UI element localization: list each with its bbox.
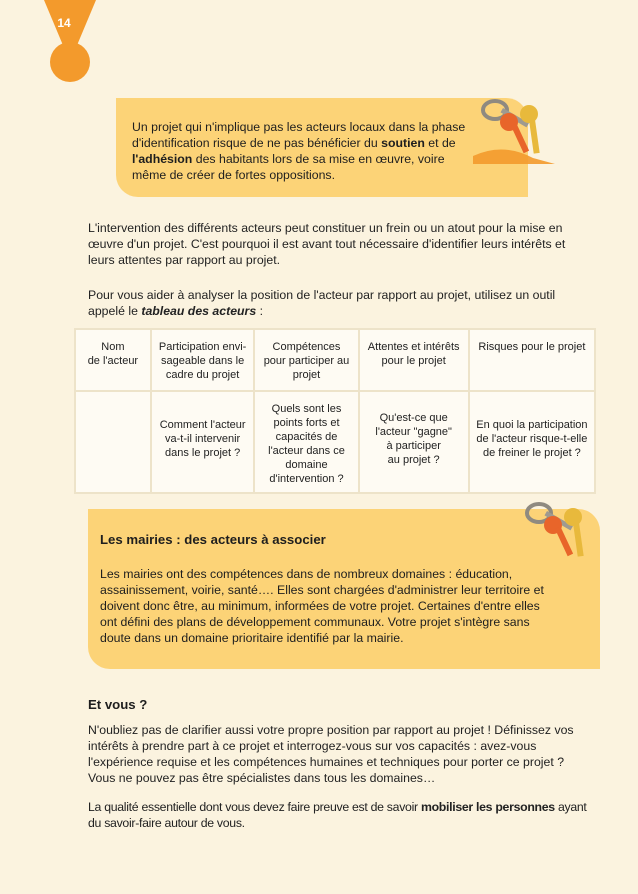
- table-header-cell: Compétences pour participer au projet: [254, 329, 358, 391]
- tool-paragraph: Pour vous aider à analyser la position de l'acteur par rapport au projet, utilisez un outil appelé le tableau des acteurs :: [88, 288, 556, 318]
- table-header-cell: Attentes et intérêts pour le projet: [359, 329, 469, 391]
- table-cell: Quels sont les points forts et capacités de l'acteur dans ce domaine d'intervention ?: [254, 391, 358, 493]
- page-number-marker: [44, 0, 96, 86]
- section-title: Et vous ?: [88, 697, 148, 712]
- table-cell: Comment l'acteur va-t-il intervenir dans le projet ?: [151, 391, 255, 493]
- callout-mairies-body: Les mairies ont des compétences dans de nombreux domaines : éducation, assainissement, voirie, santé…. Elles sont chargées d'administrer leur territoire et doivent donc être, au minimum, informées de votre projet. Certaines d'entre elles ont défini des plans de développement communaux. Votre projet s'intègre sans doute dans un domaine prioritaire identifié par la mairie.: [100, 567, 544, 645]
- callout-actors-warning-text: Un projet qui n'implique pas les acteurs locaux dans la phase d'identification risque de ne pas bénéficier du soutien et de l'adhésion des habitants lors de sa mise en œuvre, voire même de créer de fortes oppositions.: [132, 120, 466, 182]
- callout-actors-warning: [116, 98, 528, 197]
- keys-icon: [473, 92, 555, 164]
- keys-icon: [517, 495, 599, 567]
- table-header-cell: Nom de l'acteur: [75, 329, 151, 391]
- table-cell: En quoi la participation de l'acteur risque-t-elle de freiner le projet ?: [469, 391, 595, 493]
- actors-table: [74, 328, 596, 494]
- table-header-cell: Risques pour le projet: [469, 329, 595, 391]
- closing-paragraph: La qualité essentielle dont vous devez faire preuve est de savoir mobiliser les personnes ayant du savoir-faire autour de vous.: [88, 800, 587, 830]
- page-number: 14: [57, 16, 71, 30]
- table-cell: [75, 391, 151, 493]
- callout-mairies-title: Les mairies : des acteurs à associer: [100, 532, 326, 547]
- table-cell: Qu'est-ce que l'acteur "gagne" à participer au projet ?: [359, 391, 469, 493]
- table-header-cell: Participation envi- sageable dans le cadre du projet: [151, 329, 255, 391]
- table-header-row: [75, 329, 595, 391]
- intro-paragraph: L'intervention des différents acteurs peut constituer un frein ou un atout pour la mise en œuvre d'un projet. C'est pourquoi il est avant tout nécessaire d'identifier leurs intérêts et leurs attentes par rapport au projet.: [88, 221, 566, 267]
- section-paragraph: N'oubliez pas de clarifier aussi votre propre position par rapport au projet ! Définissez vos intérêts à prendre part à ce projet et interrogez-vous sur vos capacités : avez-vous l'expérience requise et les compétences humaines et techniques pour porter ce projet ? Vous ne pouvez pas être spécialistes dans tous les domaines…: [88, 723, 574, 785]
- table-row: [75, 391, 595, 493]
